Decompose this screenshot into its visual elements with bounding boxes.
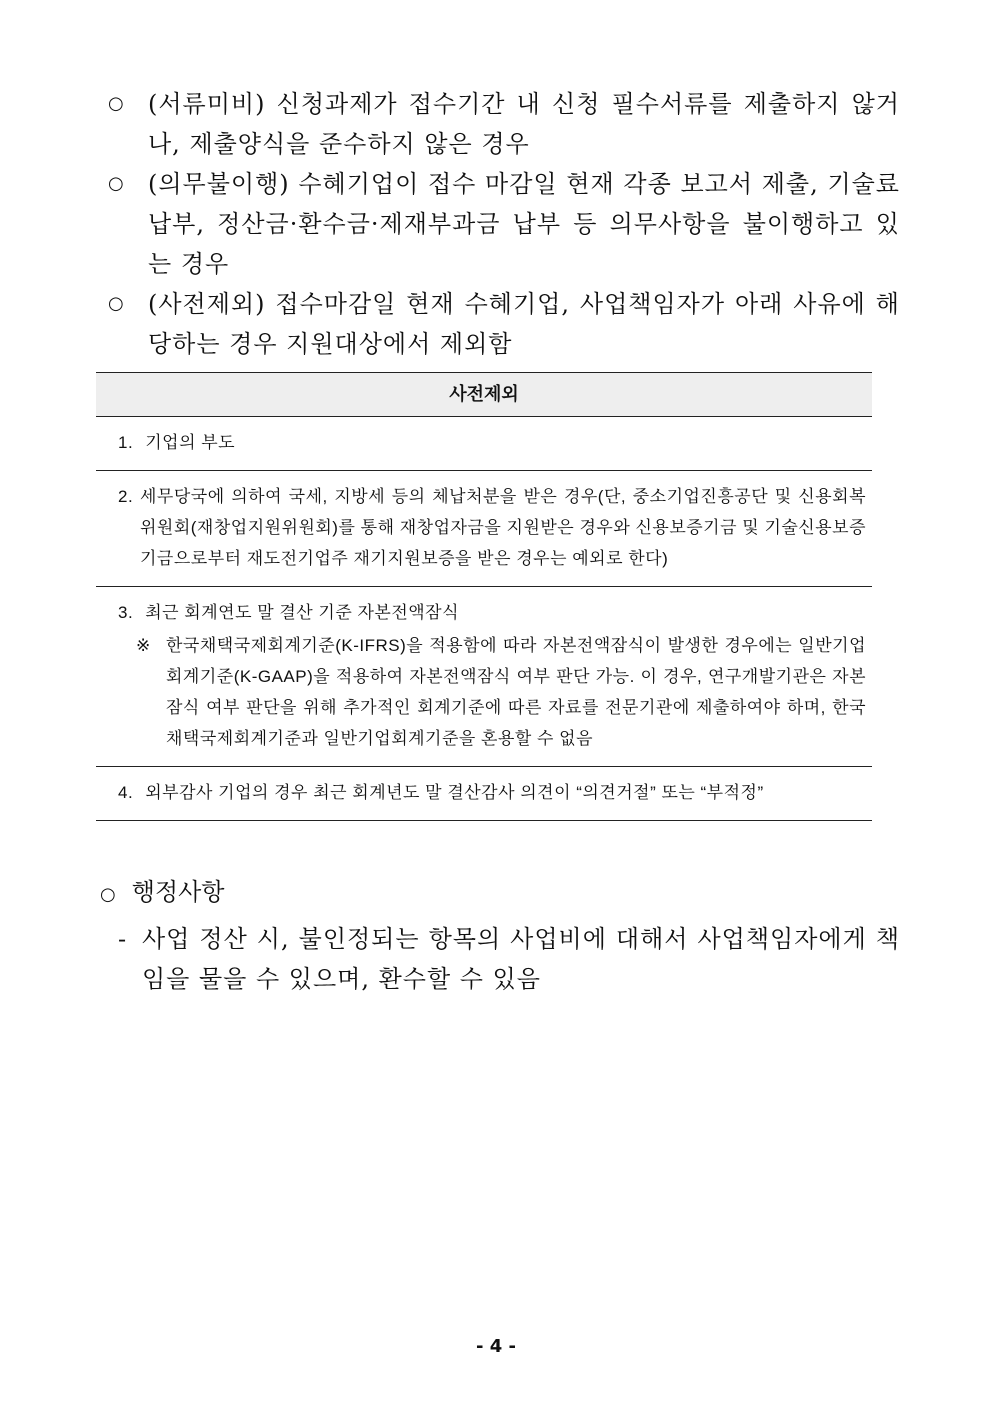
row-text: 기업의 부도 <box>145 433 236 452</box>
circle-bullet-icon: ○ <box>108 293 124 314</box>
circle-bullet-icon: ○ <box>100 884 116 905</box>
exclusion-table <box>96 372 872 821</box>
admin-section <box>100 872 900 999</box>
bullet-item-obligation-default <box>108 164 900 284</box>
row-number: 1. <box>118 433 134 452</box>
dash-item <box>100 919 900 999</box>
row-text: 최근 회계연도 말 결산 기준 자본전액잠식 <box>145 603 460 622</box>
bullet-text: (서류미비) 신청과제가 접수기간 내 신청 필수서류를 제출하지 않거나, 제출양식을 준수하지 않은 경우 <box>148 90 900 158</box>
table-row <box>96 767 872 821</box>
row-text: 외부감사 기업의 경우 최근 회계년도 말 결산감사 의견이 “의견거절” 또는 “부적정” <box>145 783 764 802</box>
section-title <box>100 872 900 915</box>
bullet-item-pre-exclusion <box>108 284 900 364</box>
note-text: 한국채택국제회계기준(K-IFRS)을 적용함에 따라 자본전액잠식이 발생한 경우에는 일반기업회계기준(K-GAAP)을 적용하여 자본전액잠식 여부 판단 가능. 이 경우, 연구개발기관은 자본잠식 여부 판단을 위해 추가적인 회계기준에 따른 자료를 전문기관에 제출하여야 하며, 한국채택국제회계기준과 일반기업회계기준을 혼용할 수 없음 <box>166 636 866 748</box>
dash-bullet-icon: - <box>118 925 127 953</box>
page-number: - 4 - <box>476 1336 516 1357</box>
table-row <box>96 587 872 767</box>
row-number: 4. <box>118 783 134 802</box>
table-header: 사전제외 <box>96 372 872 417</box>
table-row <box>96 417 872 471</box>
dash-item-text: 사업 정산 시, 불인정되는 항목의 사업비에 대해서 사업책임자에게 책임을 물을 수 있으며, 환수할 수 있음 <box>142 925 900 993</box>
circle-bullet-icon: ○ <box>108 93 124 114</box>
circle-bullet-icon: ○ <box>108 173 124 194</box>
row-number: 2. <box>118 487 134 506</box>
row-number: 3. <box>118 603 134 622</box>
row-note <box>118 630 866 754</box>
table-row <box>96 471 872 587</box>
bullet-text: (사전제외) 접수마감일 현재 수혜기업, 사업책임자가 아래 사유에 해당하는 경우 지원대상에서 제외함 <box>148 290 900 358</box>
row-text: 세무당국에 의하여 국세, 지방세 등의 체납처분을 받은 경우(단, 중소기업진흥공단 및 신용회복위원회(재창업지원위원회)를 통해 재창업자금을 지원받은 경우와 신용보증기금 및 기술신용보증기금으로부터 재도전기업주 재기지원보증을 받은 경우는 예외로 한다) <box>140 487 866 568</box>
bullet-text: (의무불이행) 수혜기업이 접수 마감일 현재 각종 보고서 제출, 기술료 납부, 정산금·환수금·제재부과금 납부 등 의무사항을 불이행하고 있는 경우 <box>148 170 900 278</box>
reference-mark-icon: ※ <box>136 636 151 655</box>
section-title-text: 행정사항 <box>131 878 225 906</box>
bullet-item-document-missing <box>108 84 900 164</box>
